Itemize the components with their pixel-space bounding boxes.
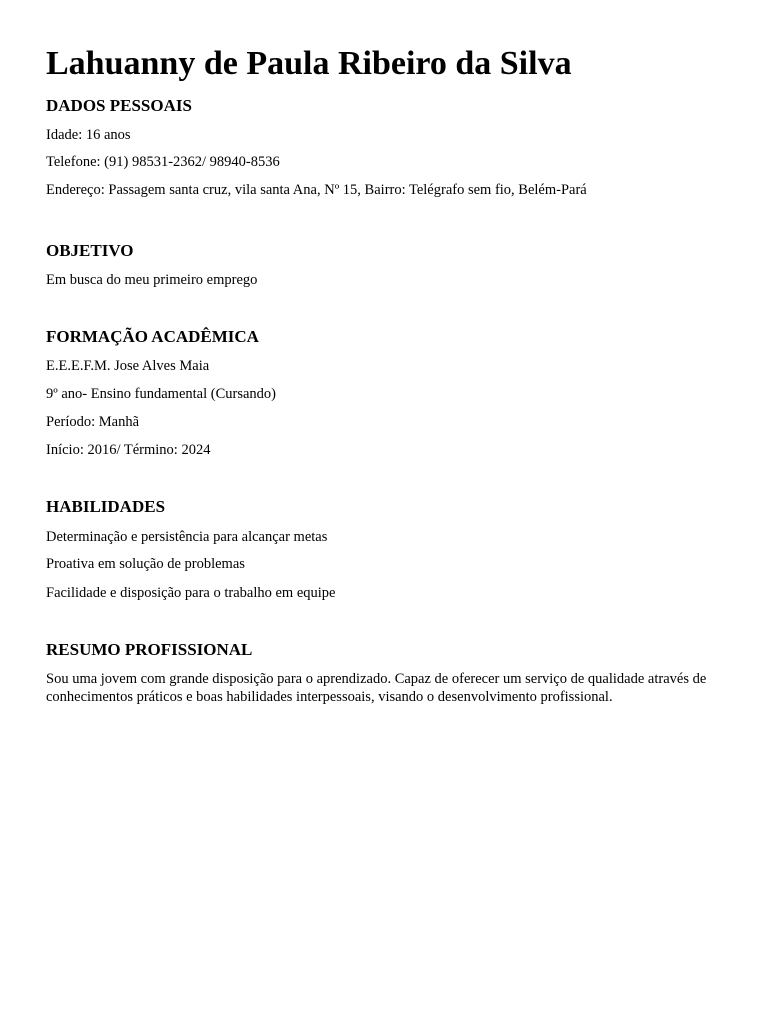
personal-age: Idade: 16 anos — [46, 127, 131, 143]
objective-text: Em busca do meu primeiro emprego — [46, 272, 258, 288]
section-heading-resumo: RESUMO PROFISSIONAL — [46, 640, 253, 659]
skill-item: Facilidade e disposição para o trabalho em equipe — [46, 585, 336, 601]
education-dates: Início: 2016/ Término: 2024 — [46, 442, 211, 458]
education-period: Período: Manhã — [46, 414, 140, 430]
section-heading-dados-pessoais: DADOS PESSOAIS — [46, 96, 192, 115]
education-grade: 9º ano- Ensino fundamental (Cursando) — [46, 386, 276, 402]
candidate-name: Lahuanny de Paula Ribeiro da Silva — [46, 45, 572, 82]
personal-phone: Telefone: (91) 98531-2362/ 98940-8536 — [46, 154, 280, 170]
professional-summary: Sou uma jovem com grande disposição para o aprendizado. Capaz de oferecer um serviço de qualidade através de conhecimentos práticos e boas habilidades interpessoais, visando o desenvolvimento profissional. — [46, 671, 707, 705]
education-school: E.E.E.F.M. Jose Alves Maia — [46, 358, 210, 374]
skill-item: Proativa em solução de problemas — [46, 556, 245, 572]
section-heading-formacao: FORMAÇÃO ACADÊMICA — [46, 327, 259, 346]
section-heading-habilidades: HABILIDADES — [46, 497, 166, 516]
section-heading-objetivo: OBJETIVO — [46, 241, 134, 260]
personal-address: Endereço: Passagem santa cruz, vila santa Ana, Nº 15, Bairro: Telégrafo sem fio, Belém-Pará — [46, 182, 587, 198]
skill-item: Determinação e persistência para alcançar metas — [46, 529, 328, 545]
